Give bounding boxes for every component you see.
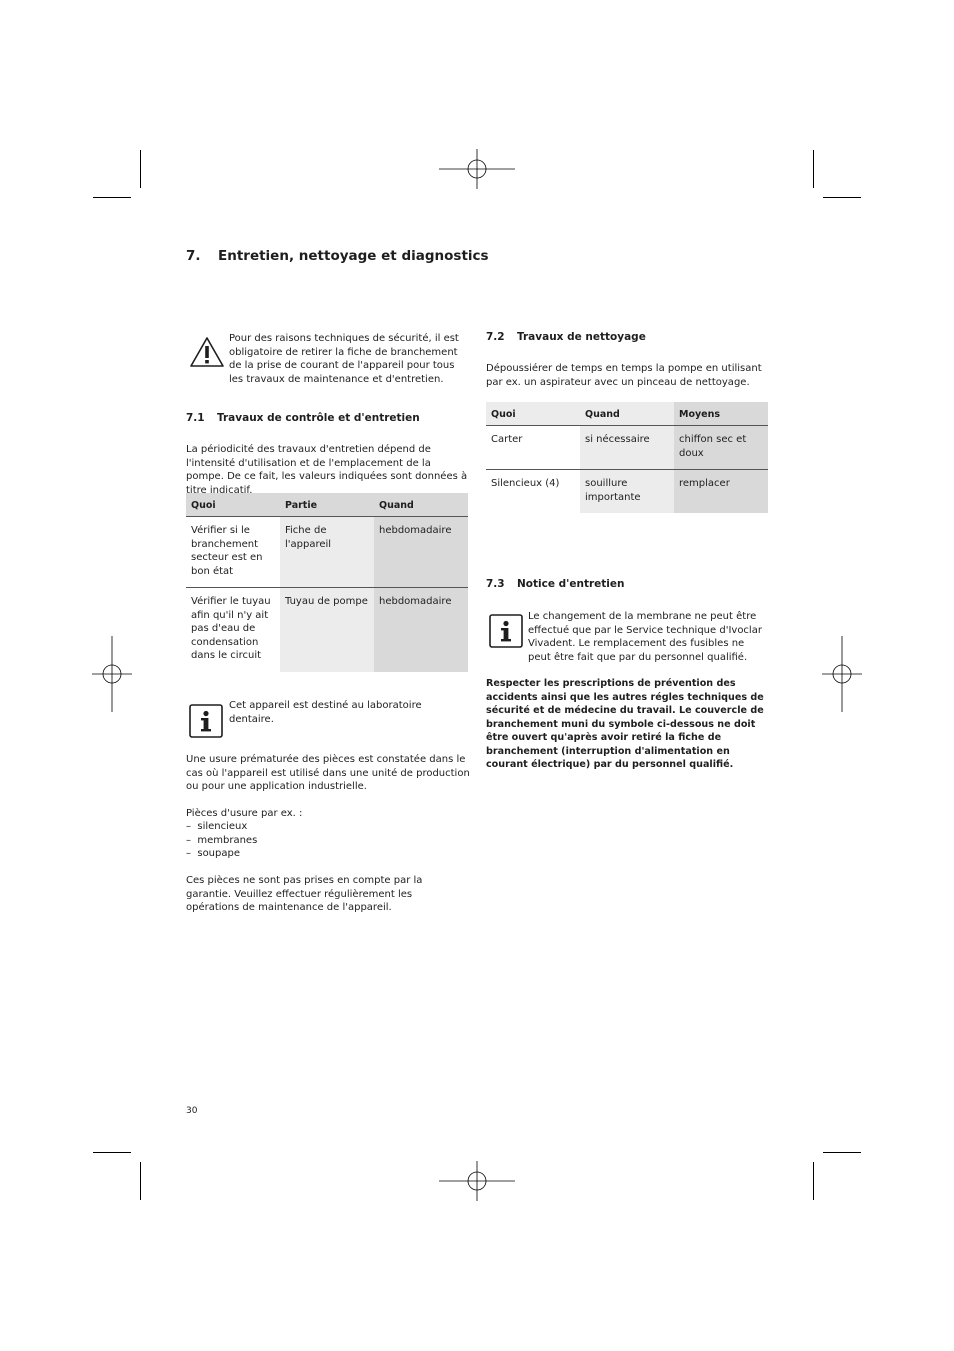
pieces-list-item: – membranes (186, 835, 258, 846)
table-cell: Vérifier si le branchement secteur est en bon état (186, 517, 280, 588)
subsection-number: 7.2 (486, 331, 505, 343)
crop-mark (813, 1162, 814, 1200)
crop-mark (813, 150, 814, 188)
maintenance-table (186, 493, 468, 672)
table-cell: remplacer (674, 470, 768, 514)
subsection-title-7-3 (486, 578, 624, 590)
table-cell: si nécessaire (580, 426, 674, 470)
table-cell: hebdomadaire (374, 517, 468, 588)
pieces-list-item: – soupape (186, 848, 240, 859)
table-header-cell: Moyens (674, 402, 768, 426)
safety-text: Respecter les prescriptions de prévention des accidents ainsi que les autres régles techniques de sécurité et de médecine du travail. Le couvercle de branchement muni du symbole ci-dessous ne doit être ouvert qu'après avoir retiré la fiche de branchement (interruption d'alimentation en courant électrique) par du personnel qualifié. (486, 678, 764, 770)
table-header-cell: Quoi (186, 493, 280, 517)
subsection-title-text: Travaux de nettoyage (517, 331, 646, 343)
crop-mark (823, 197, 861, 198)
subsection-title-text: Notice d'entretien (517, 578, 625, 590)
registration-mark-icon (92, 636, 132, 712)
table-row (486, 426, 768, 470)
info-icon (489, 614, 523, 648)
crop-mark (140, 1162, 141, 1200)
warning-text: Pour des raisons techniques de sécurité, il est obligatoire de retirer la fiche de branchement de la prise de courant de l'appareil pour tous les travaux de maintenance et d'entretien. (229, 333, 459, 385)
pieces-label: Pièces d'usure par ex. : (186, 808, 303, 819)
table-header-cell: Quoi (486, 402, 580, 426)
table-header-cell: Quand (374, 493, 468, 517)
section-title-text: Entretien, nettoyage et diagnostics (218, 248, 489, 264)
subsection-title-text: Travaux de contrôle et d'entretien (217, 412, 420, 424)
table-cell: Vérifier le tuyau afin qu'il n'y ait pas d'eau de condensation dans le circuit (186, 588, 280, 672)
table-cell: hebdomadaire (374, 588, 468, 672)
subsection-number: 7.1 (186, 412, 205, 424)
table-cell: souillure importante (580, 470, 674, 514)
table-header-row (486, 402, 768, 426)
cleaning-table (486, 402, 768, 513)
pieces-list-item: – silencieux (186, 821, 248, 832)
registration-mark-icon (439, 1161, 515, 1201)
table-cell: Silencieux (4) (486, 470, 580, 514)
info-text-membrane: Le changement de la membrane ne peut être effectué que par le Service technique d'Ivoclar Vivadent. Le remplacement des fusibles ne peut être fait que par du personnel qualifié. (528, 611, 762, 663)
crop-mark (823, 1152, 861, 1153)
page-number: 30 (186, 1106, 198, 1116)
crop-mark (140, 150, 141, 188)
table-header-cell: Quand (580, 402, 674, 426)
info-icon (189, 704, 223, 738)
subsection-title-7-2 (486, 331, 646, 343)
subsection-number: 7.3 (486, 578, 505, 590)
table-row (486, 470, 768, 514)
table-cell: chiffon sec et doux (674, 426, 768, 470)
table-cell: Carter (486, 426, 580, 470)
table-header-cell: Partie (280, 493, 374, 517)
intro-text-7-2: Dépoussiérer de temps en temps la pompe en utilisant par ex. un aspirateur avec un pinceau de nettoyage. (486, 363, 762, 388)
garantie-text: Ces pièces ne sont pas prises en compte par la garantie. Veuillez effectuer régulièrement les opérations de maintenance de l'appareil. (186, 875, 423, 913)
table-header-row (186, 493, 468, 517)
subsection-title-7-1 (186, 412, 420, 424)
crop-mark (93, 1152, 131, 1153)
usure-text: Une usure prématurée des pièces est constatée dans le cas où l'appareil est utilisé dans une unité de production ou pour une application industrielle. (186, 754, 470, 792)
warning-triangle-icon (189, 336, 225, 368)
registration-mark-icon (822, 636, 862, 712)
crop-mark (93, 197, 131, 198)
table-cell: Tuyau de pompe (280, 588, 374, 672)
intro-text-7-1: La périodicité des travaux d'entretien dépend de l'intensité d'utilisation et de l'emplacement de la pompe. De ce fait, les valeurs indiquées sont données à titre indicatif. (186, 444, 468, 496)
registration-mark-icon (439, 149, 515, 189)
table-row (186, 517, 468, 588)
table-cell: Fiche de l'appareil (280, 517, 374, 588)
info-text-laboratory: Cet appareil est destiné au laboratoire dentaire. (229, 700, 422, 725)
section-number: 7. (186, 248, 201, 264)
table-row (186, 588, 468, 672)
section-title (186, 248, 489, 264)
